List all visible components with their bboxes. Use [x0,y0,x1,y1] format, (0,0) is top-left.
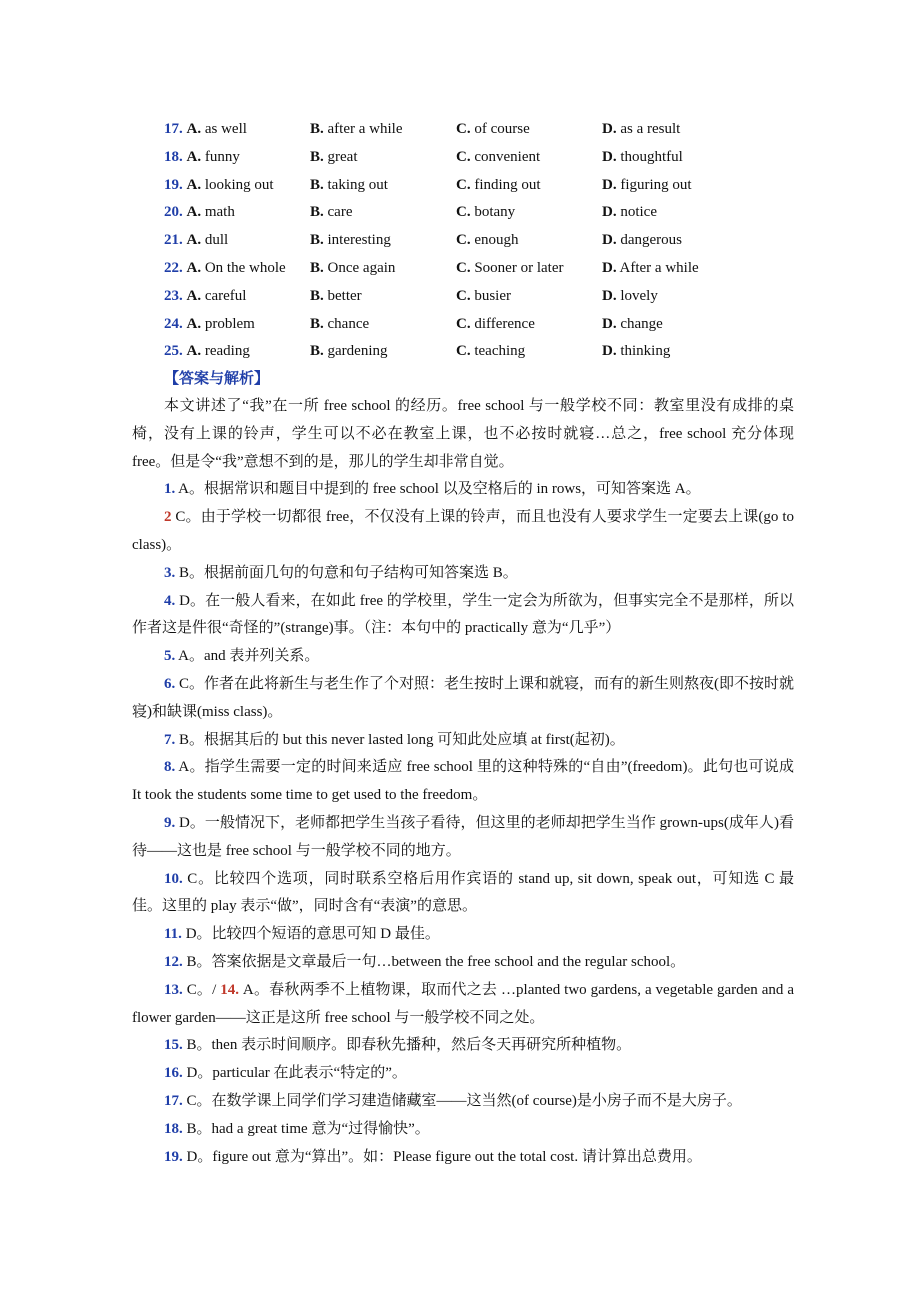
option-letter: D. [602,315,617,332]
option-text: as a result [620,121,681,137]
option-text: reading [204,343,250,360]
option-text: difference [474,315,535,332]
option-text: dangerous [620,232,682,249]
answer-number: 5. [164,648,176,665]
option-text: care [327,204,353,221]
question-number: 17. [164,121,183,137]
option-a [164,338,250,366]
answer-item [132,588,794,644]
option-b [310,255,395,283]
option-letter: A. [186,176,202,193]
answer-text: B。then 表示时间顺序。即春秋先播种，然后冬天再研究所种植物。 [182,1037,632,1054]
option-c [456,311,535,339]
intro-paragraph: 本文讲述了“我”在一所 free school 的经历。free school 与一般学校不同：教室里没有成排的桌椅，没有上课的铃声，学生可以不必在教室上课，也不必按时就寝…总之，free school 充分体现 free。但是令“我”意想不到的是，那儿的学生却非常自觉。 [132,398,794,470]
option-letter: C. [456,204,471,221]
option-letter: B. [310,121,324,137]
option-text: Once again [327,259,396,276]
option-letter: D. [602,121,617,137]
option-b [310,311,369,339]
option-c [456,172,541,200]
option-text: dull [204,232,229,249]
option-letter: A. [186,121,202,137]
option-d [602,172,692,200]
answer-number: 6. [164,675,176,692]
question-number: 21. [164,232,183,249]
option-a [164,227,228,255]
answer-number: 4. [164,592,176,609]
option-d [602,199,657,227]
option-a [164,255,286,283]
answer-text: D。比较四个短语的意思可知 D 最佳。 [181,926,440,943]
answer-text: B。答案依据是文章最后一句…between the free school and the regular school。 [182,953,686,970]
option-text: finding out [474,176,541,193]
answer-item [132,643,794,671]
answer-item [132,921,794,949]
answer-item [132,560,794,588]
question-number: 24. [164,315,183,332]
answer-text: D。在一般人看来，在如此 free 的学校里，学生一定会为所欲为，但事实完全不是那样，所以作者这是件很“奇怪的”(strange)事。（注：本句中的 practically 意为“几乎”） [132,592,794,637]
option-text: great [327,148,358,165]
question-number: 22. [164,259,183,276]
option-text: interesting [327,232,391,249]
option-a [164,283,246,311]
option-b [310,283,362,311]
option-b [310,144,358,172]
answer-number: 17. [164,1092,183,1109]
option-letter: C. [456,343,471,360]
option-text: problem [204,315,255,332]
option-letter: C. [456,315,471,332]
option-d [602,311,663,339]
answer-number: 18. [164,1120,183,1137]
option-text: change [620,315,663,332]
option-letter: C. [456,148,471,165]
option-text: math [204,204,235,221]
option-d [602,283,658,311]
option-letter: C. [456,232,471,249]
option-letter: C. [456,287,471,304]
answer-text: A。春秋两季不上植物课，取而代之去 …planted two gardens, a vegetable garden and a flower garden——这正是这所 free school 与一般学校不同之处。 [132,981,794,1026]
option-letter: A. [186,259,202,276]
answer-text: C。作者在此将新生与老生作了个对照：老生按时上课和就寝，而有的新生则熬夜(即不按时就寝)和缺课(miss class)。 [132,675,795,720]
option-c [456,116,530,144]
option-letter: D. [602,259,617,276]
question-number: 18. [164,148,183,165]
option-text: better [327,287,362,304]
answer-number: 1. [164,481,176,498]
option-letter: A. [186,315,202,332]
option-letter: B. [310,259,324,276]
option-text: as well [204,121,247,137]
option-c [456,144,540,172]
answer-item [132,671,794,727]
answer-heading: 【答案与解析】 [164,371,270,387]
option-letter: B. [310,315,324,332]
option-letter: D. [602,287,617,304]
option-letter: C. [456,176,471,193]
answer-text: B。had a great time 意为“过得愉快”。 [182,1120,430,1137]
answer-item [132,1032,794,1060]
option-letter: D. [602,148,617,165]
question-number: 20. [164,204,183,221]
option-a [164,116,247,144]
option-text: looking out [204,176,274,193]
answer-text: C。在数学课上同学们学习建造储藏室——这当然(of course)是小房子而不是大房子。 [182,1092,742,1109]
answer-number: 7. [164,731,176,748]
answer-text: B。根据前面几句的句意和句子结构可知答案选 B。 [175,564,518,581]
option-text: funny [204,148,240,165]
answer-item [132,1116,794,1144]
option-text: of course [474,121,530,137]
option-text: taking out [327,176,388,193]
option-b [310,172,388,200]
answer-number: 14. [220,981,239,998]
option-c [456,199,515,227]
option-letter: B. [310,287,324,304]
option-d [602,116,680,144]
option-text: thoughtful [620,148,683,165]
option-letter: A. [186,232,202,249]
answer-number: 8. [164,759,176,776]
answer-number: 3. [164,564,176,581]
answer-text: C。由于学校一切都很 free，不仅没有上课的铃声，而且也没有人要求学生一定要去上课(go to class)。 [132,509,794,553]
option-a [164,144,240,172]
option-letter: B. [310,176,324,193]
option-letter: B. [310,232,324,249]
option-text: convenient [474,148,541,165]
option-d [602,227,682,255]
answer-text: A。and 表并列关系。 [175,648,320,665]
answer-item [132,476,794,504]
answer-number: 15. [164,1037,183,1054]
option-text: busier [474,287,512,304]
option-d [602,255,699,283]
answer-item [132,727,794,755]
option-text: after a while [327,121,403,137]
answer-item [132,1144,794,1172]
option-text: gardening [327,343,388,360]
option-text: After a while [619,259,699,276]
option-letter: D. [602,204,617,221]
option-b [310,199,352,227]
option-text: chance [327,315,370,332]
option-text: careful [204,287,247,304]
option-text: Sooner or later [474,259,564,276]
option-text: figuring out [620,176,692,193]
answer-number: 12. [164,953,183,970]
answer-text: D。figure out 意为“算出”。如：Please figure out the total cost. 请计算出总费用。 [182,1148,702,1165]
option-letter: D. [602,176,617,193]
option-letter: A. [186,343,202,360]
option-text: teaching [474,343,526,360]
answer-number: 16. [164,1065,183,1082]
option-c [456,338,525,366]
option-letter: D. [602,232,617,249]
option-d [602,144,683,172]
option-letter: B. [310,343,324,360]
option-text: enough [474,232,519,249]
answer-number: 11. [164,926,182,943]
option-letter: A. [186,204,202,221]
answer-item [132,949,794,977]
option-a [164,311,255,339]
option-d [602,338,670,366]
answer-text: A。指学生需要一定的时间来适应 free school 里的这种特殊的“自由”(freedom)。此句也可说成 It took the students some time to get used to the freedom。 [132,759,794,804]
answer-item [132,810,794,866]
answer-text: A。根据常识和题目中提到的 free school 以及空格后的 in rows，可知答案选 A。 [175,481,701,498]
option-c [456,283,511,311]
option-b [310,338,388,366]
option-letter: A. [186,287,202,304]
option-text: botany [474,204,516,221]
answer-item [132,977,794,1033]
answer-item [132,504,794,560]
option-letter: C. [456,259,471,276]
question-number: 23. [164,287,183,304]
option-b [310,227,391,255]
answer-item [132,1088,794,1116]
option-letter: D. [602,343,617,360]
answer-item [132,754,794,810]
option-text: notice [620,204,657,221]
answer-body [132,393,794,1171]
answer-text: B。根据其后的 but this never lasted long 可知此处应填 at first(起初)。 [175,731,625,748]
option-c [456,255,563,283]
option-text: On the whole [204,259,286,276]
option-c [456,227,519,255]
answer-text: D。particular 在此表示“特定的”。 [182,1065,407,1082]
option-letter: B. [310,148,324,165]
option-b [310,116,402,144]
option-text: thinking [620,343,671,360]
answer-text: C。比较四个选项，同时联系空格后用作宾语的 stand up, sit down, speak out，可知选 C 最佳。这里的 play 表示“做”，同时含有“表演”的意思。 [132,870,794,915]
answer-number: 2 [164,509,172,526]
answer-item [132,866,794,922]
answer-text: C。/ [182,981,221,998]
answer-number: 13. [164,981,183,998]
option-letter: C. [456,121,471,137]
question-number: 25. [164,343,183,360]
option-a [164,199,235,227]
question-number: 19. [164,176,183,193]
answer-number: 19. [164,1148,183,1165]
answer-item [132,1060,794,1088]
option-text: lovely [620,287,658,304]
option-letter: B. [310,204,324,221]
answer-number: 9. [164,814,176,831]
answer-text: D。一般情况下，老师都把学生当孩子看待，但这里的老师却把学生当作 grown-ups(成年人)看待——这也是 free school 与一般学校不同的地方。 [132,814,794,859]
option-a [164,172,274,200]
option-letter: A. [186,148,202,165]
answer-number: 10. [164,870,183,887]
